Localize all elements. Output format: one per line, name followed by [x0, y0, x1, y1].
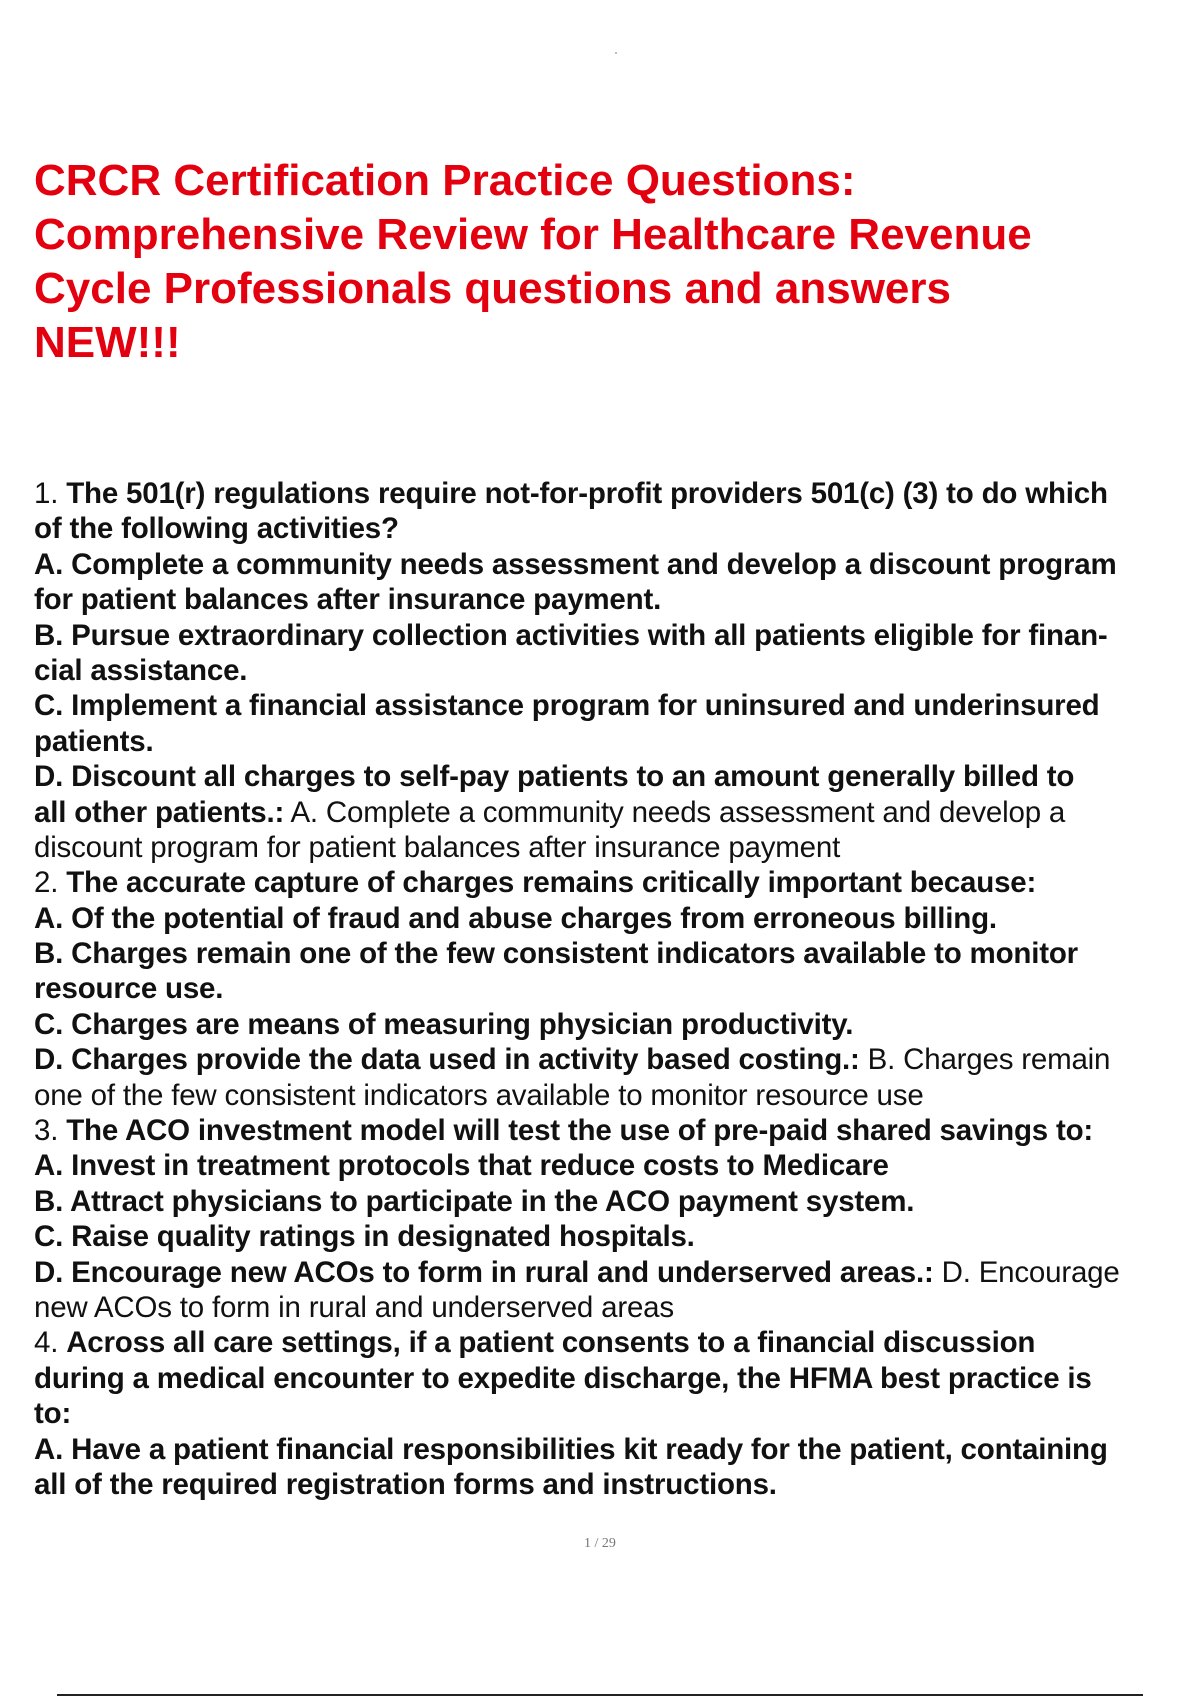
text-line [34, 511, 1200, 546]
text-line [34, 1255, 1200, 1290]
question-text: patients. [34, 724, 154, 758]
question-number: 2. [34, 866, 67, 900]
question-text: A. Invest in treatment protocols that reduce costs to Medicare [34, 1149, 889, 1183]
text-line [34, 1467, 1200, 1502]
text-line [34, 724, 1200, 759]
question-text: to: [34, 1397, 72, 1431]
question-text: for patient balances after insurance payment. [34, 583, 662, 617]
text-line [34, 618, 1200, 653]
answer-text: B. Charges remain [859, 1043, 1111, 1077]
text-line [34, 971, 1200, 1006]
scan-artifact-dot [615, 52, 617, 54]
answer-text: D. Encourage [933, 1255, 1120, 1289]
question-text: A. Have a patient financial responsibilities kit ready for the patient, containing [34, 1432, 1108, 1466]
text-line [34, 1396, 1200, 1431]
text-line [34, 1361, 1200, 1396]
page-number: 1 / 29 [584, 1536, 616, 1551]
text-line [34, 1042, 1200, 1077]
question-number: 3. [34, 1114, 67, 1148]
text-line [34, 795, 1200, 830]
text-line [34, 901, 1200, 936]
answer-text: new ACOs to form in rural and underserved areas [34, 1290, 674, 1324]
question-text: C. Charges are means of measuring physician productivity. [34, 1007, 854, 1041]
text-line [34, 688, 1200, 723]
questions-and-answers [34, 476, 1200, 1502]
page-bottom-divider [57, 1694, 1143, 1696]
text-line [34, 1184, 1200, 1219]
question-text: Across all care settings, if a patient consents to a financial discussion [66, 1326, 1036, 1360]
question-text: B. Charges remain one of the few consistent indicators available to monitor [34, 937, 1078, 971]
title-line: CRCR Certification Practice Questions: [34, 156, 856, 205]
answer-text: one of the few consistent indicators available to monitor resource use [34, 1078, 924, 1112]
text-line [34, 1148, 1200, 1183]
text-line [34, 1078, 1200, 1113]
question-text: D. Charges provide the data used in activity based costing.: [34, 1043, 860, 1077]
text-line [34, 1432, 1200, 1467]
answer-text: A. Complete a community needs assessment and develop a [284, 795, 1066, 829]
question-text: during a medical encounter to expedite discharge, the HFMA best practice is [34, 1361, 1092, 1395]
title-line: Cycle Professionals questions and answers [34, 264, 951, 313]
text-line [34, 936, 1200, 971]
question-text: C. Raise quality ratings in designated hospitals. [34, 1220, 695, 1254]
text-line [34, 1219, 1200, 1254]
question-text: cial assistance. [34, 653, 248, 687]
question-text: B. Attract physicians to participate in the ACO payment system. [34, 1184, 915, 1218]
question-text: resource use. [34, 972, 224, 1006]
document-title [34, 154, 1174, 370]
text-line [34, 1113, 1200, 1148]
text-line [34, 830, 1200, 865]
text-line [34, 476, 1200, 511]
question-text: The 501(r) regulations require not-for-profit providers 501(c) (3) to do which [66, 477, 1108, 510]
question-text: C. Implement a financial assistance program for uninsured and underinsured [34, 689, 1100, 723]
title-line: NEW!!! [34, 318, 181, 367]
question-text: all of the required registration forms and instructions. [34, 1467, 777, 1501]
question-text: The accurate capture of charges remains critically important because: [66, 866, 1037, 900]
question-text: The ACO investment model will test the use of pre-paid shared savings to: [66, 1114, 1094, 1148]
question-text: D. Encourage new ACOs to form in rural and underserved areas.: [34, 1255, 934, 1289]
question-number: 1. [34, 477, 67, 510]
text-line [34, 865, 1200, 900]
title-line: Comprehensive Review for Healthcare Revenue [34, 210, 1032, 259]
question-text: A. Of the potential of fraud and abuse charges from erroneous billing. [34, 901, 997, 935]
question-number: 4. [34, 1326, 67, 1360]
question-text: D. Discount all charges to self-pay patients to an amount generally billed to [34, 760, 1075, 794]
question-text: B. Pursue extraordinary collection activities with all patients eligible for finan- [34, 618, 1108, 652]
text-line [34, 1007, 1200, 1042]
text-line [34, 1290, 1200, 1325]
text-line [34, 582, 1200, 617]
question-text: A. Complete a community needs assessment and develop a discount program [34, 547, 1117, 581]
question-text: of the following activities? [34, 512, 399, 546]
answer-text: discount program for patient balances after insurance payment [34, 830, 841, 864]
text-line [34, 653, 1200, 688]
text-line [34, 759, 1200, 794]
text-line [34, 1325, 1200, 1360]
text-line [34, 547, 1200, 582]
question-text: all other patients.: [34, 795, 285, 829]
